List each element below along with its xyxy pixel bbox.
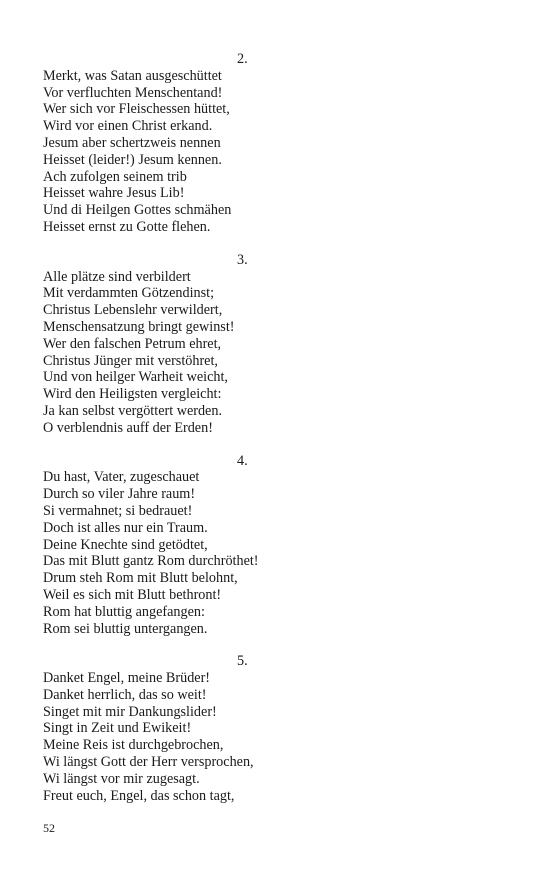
verse-line: Rom hat bluttig angefangen: xyxy=(43,603,205,620)
verse-line: Heisset ernst zu Gotte flehen. xyxy=(43,218,211,235)
verse-line: Freut euch, Engel, das schon tagt, xyxy=(43,787,235,804)
stanza-number: 5. xyxy=(237,653,248,670)
verse-line: Singt in Zeit und Ewikeit! xyxy=(43,720,192,737)
verse-line: Das mit Blutt gantz Rom durchröthet! xyxy=(43,553,259,570)
verse-line: Si vermahnet; si bedrauet! xyxy=(43,502,193,519)
verse-line: Christus Jünger mit verstöhret, xyxy=(43,352,218,369)
verse-line: Du hast, Vater, zugeschauet xyxy=(43,469,200,486)
verse-line: Wird den Heiligsten vergleicht: xyxy=(43,386,222,403)
verse-line: Merkt, was Satan ausgeschüttet xyxy=(43,67,222,84)
page-number: 52 xyxy=(43,821,55,835)
stanza-lines xyxy=(43,269,503,437)
verse-line: Alle plätze sind verbildert xyxy=(43,268,191,285)
stanza-lines xyxy=(43,469,503,637)
verse-line: Durch so viler Jahre raum! xyxy=(43,486,196,503)
stanza-number: 3. xyxy=(237,251,248,268)
verse-line: Weil es sich mit Blutt bethront! xyxy=(43,586,222,603)
verse-line: Doch ist alles nur ein Traum. xyxy=(43,519,208,536)
verse-line: Meine Reis ist durchgebrochen, xyxy=(43,737,224,754)
verse-line: Und von heilger Warheit weicht, xyxy=(43,369,228,386)
verse-line: O verblendnis auff der Erden! xyxy=(43,419,213,436)
verse-line: Wer sich vor Fleischessen hüttet, xyxy=(43,101,230,118)
verse-line: Wi längst vor mir zugesagt. xyxy=(43,770,200,787)
verse-line: Singet mit mir Dankungslider! xyxy=(43,703,217,720)
poem-page xyxy=(43,51,503,820)
verse-line: Ach zufolgen seinem trib xyxy=(43,168,187,185)
verse-line: Drum steh Rom mit Blutt belohnt, xyxy=(43,570,238,587)
verse-line: Danket herrlich, das so weit! xyxy=(43,686,207,703)
verse-line: Rom sei bluttig untergangen. xyxy=(43,620,208,637)
verse-line: Mit verdammten Götzendinst; xyxy=(43,285,215,302)
verse-line: Vor verfluchten Menschentand! xyxy=(43,84,223,101)
stanza-number: 2. xyxy=(237,51,248,67)
verse-line: Jesum aber schertzweis nennen xyxy=(43,134,221,151)
stanza-3 xyxy=(43,252,503,437)
verse-line: Ja kan selbst vergöttert werden. xyxy=(43,402,222,419)
verse-line: Menschensatzung bringt gewinst! xyxy=(43,318,235,335)
verse-line: Wer den falschen Petrum ehret, xyxy=(43,335,222,352)
stanza-4 xyxy=(43,453,503,638)
stanza-lines xyxy=(43,68,503,236)
verse-line: Heisset wahre Jesus Lib! xyxy=(43,185,185,202)
verse-line: Heisset (leider!) Jesum kennen. xyxy=(43,151,222,168)
stanza-number: 4. xyxy=(237,452,248,469)
verse-line: Deine Knechte sind getödtet, xyxy=(43,536,208,553)
stanza-5 xyxy=(43,653,503,804)
stanza-lines xyxy=(43,670,503,804)
verse-line: Danket Engel, meine Brüder! xyxy=(43,670,211,687)
verse-line: Und di Heilgen Gottes schmähen xyxy=(43,202,232,219)
verse-line: Christus Lebenslehr verwildert, xyxy=(43,302,223,319)
verse-line: Wird vor einen Christ erkand. xyxy=(43,118,213,135)
stanza-2 xyxy=(43,51,503,236)
verse-line: Wi längst Gott der Herr versprochen, xyxy=(43,754,254,771)
